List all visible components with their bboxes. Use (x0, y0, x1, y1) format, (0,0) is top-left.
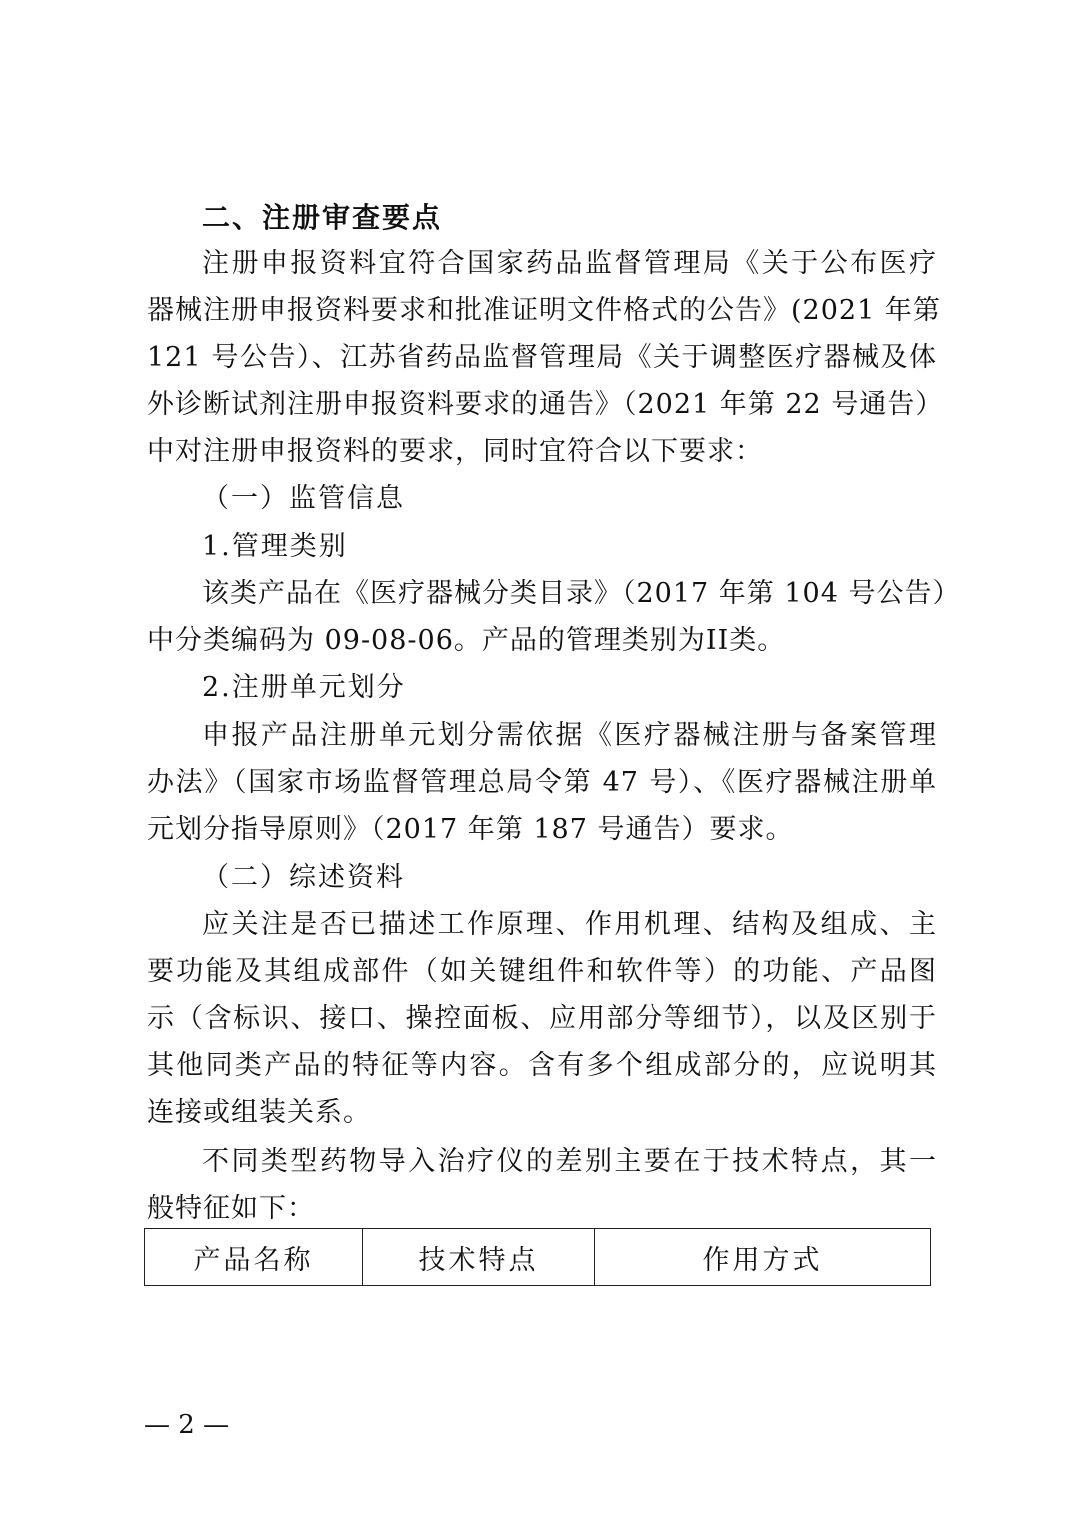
summary-para1-line-5: 连接或组装关系。 (147, 1097, 371, 1128)
registration-unit-line-2: 办法》（国家市场监督管理总局令第 47 号）、《医疗器械注册单 (147, 767, 937, 798)
section-heading: 二、注册审查要点 (202, 201, 443, 234)
intro-line-4: 外诊断试剂注册申报资料要求的通告》（2021 年第 22 号通告） (147, 389, 944, 420)
summary-info-heading: （二）综述资料 (202, 862, 405, 893)
management-category-line-1: 该类产品在《医疗器械分类目录》（2017 年第 104 号公告） (202, 578, 961, 609)
table-header-row (145, 1229, 931, 1286)
registration-unit-line-3: 元划分指导原则》（2017 年第 187 号通告）要求。 (147, 814, 794, 845)
management-category-line-2: 中分类编码为 09-08-06。产品的管理类别为II类。 (147, 625, 786, 656)
summary-para2-line-2: 般特征如下： (147, 1193, 315, 1224)
summary-para1-line-1: 应关注是否已描述工作原理、作用机理、结构及组成、主 (202, 909, 937, 940)
table-header-mode-of-action: 作用方式 (595, 1229, 931, 1286)
intro-line-1: 注册申报资料宜符合国家药品监督管理局《关于公布医疗 (202, 248, 937, 279)
summary-para1-line-3: 示（含标识、接口、操控面板、应用部分等细节），以及区别于 (147, 1003, 937, 1034)
summary-para1-line-4: 其他同类产品的特征等内容。含有多个组成部分的，应说明其 (147, 1050, 937, 1081)
summary-para2-line-1: 不同类型药物导入治疗仪的差别主要在于技术特点，其一 (202, 1146, 937, 1177)
table-header-technical-features: 技术特点 (363, 1229, 595, 1286)
registration-unit-line-1: 申报产品注册单元划分需依据《医疗器械注册与备案管理 (202, 720, 937, 751)
table-header-product-name: 产品名称 (145, 1229, 363, 1286)
regulatory-info-heading: （一）监管信息 (202, 483, 405, 514)
registration-unit-title: 2.注册单元划分 (202, 672, 406, 703)
management-category-title: 1.管理类别 (202, 531, 348, 562)
intro-line-2: 器械注册申报资料要求和批准证明文件格式的公告》(2021 年第 (147, 295, 941, 326)
page-number: — 2 — (144, 1410, 230, 1440)
intro-line-5: 中对注册申报资料的要求，同时宜符合以下要求： (147, 436, 763, 467)
feature-table (144, 1228, 931, 1286)
intro-line-3: 121 号公告）、江苏省药品监督管理局《关于调整医疗器械及体 (147, 342, 937, 373)
summary-para1-line-2: 要功能及其组成部件（如关键组件和软件等）的功能、产品图 (147, 956, 937, 987)
